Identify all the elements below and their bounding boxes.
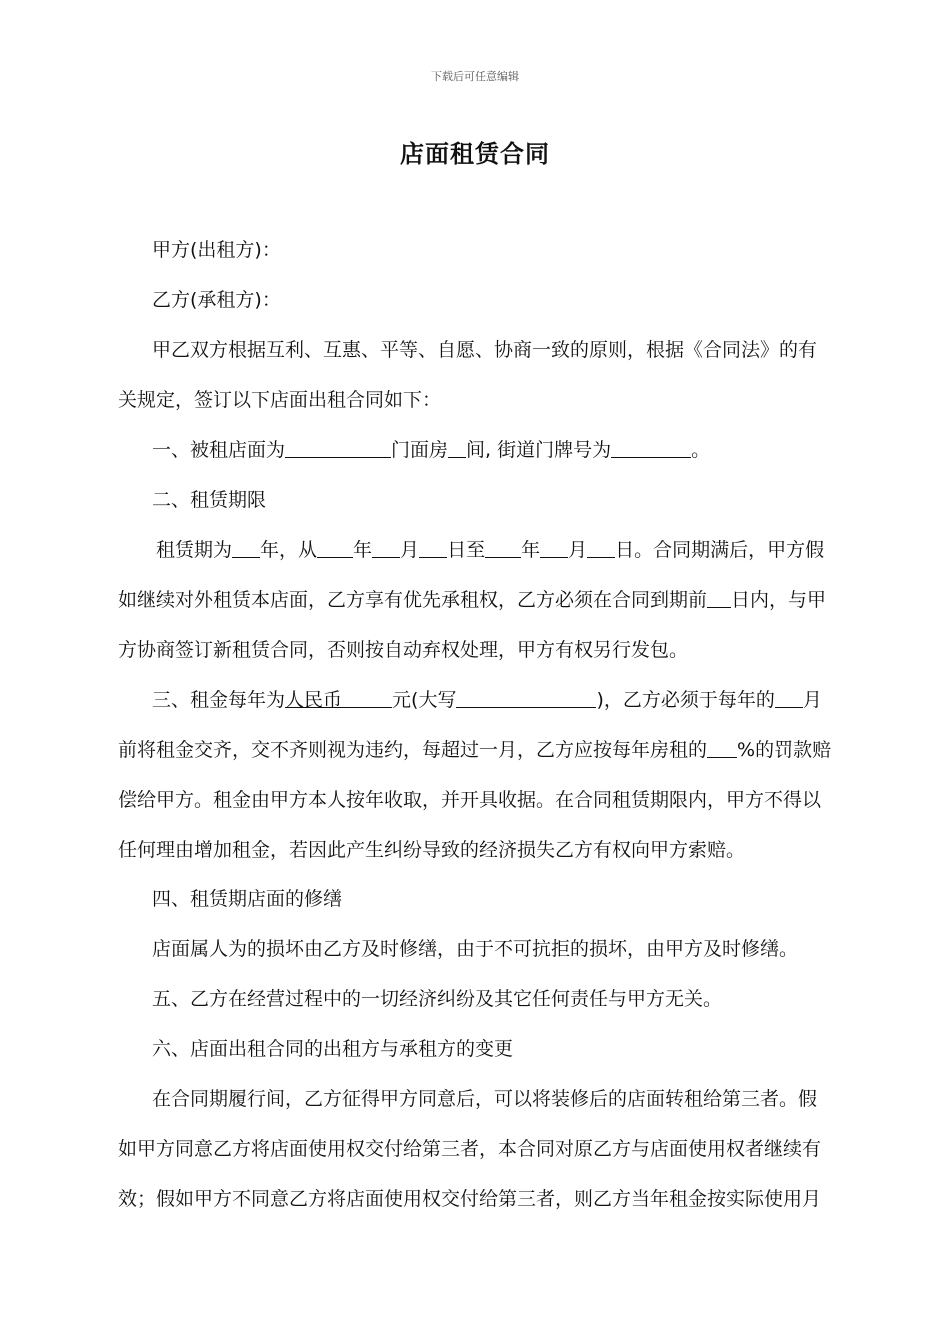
clause-3-text: %的罚款赔偿给甲方。租金由甲方本人按年收取，并开具收据。在合同租赁期限内，甲方不得以任何理由增加租金，若因此产生纠纷导致的经济损失乙方有权向甲方索赔。 [118,739,832,861]
clause-2-text: 日至 [447,539,486,561]
clause-3-text: 人民币 [285,689,343,711]
blank-field [540,539,568,558]
clause-3-text: 元(大写 [392,689,457,711]
clause-2-heading: 二、租赁期限 [152,489,267,511]
blank-field [485,539,521,558]
blank-field [456,689,596,708]
document-title: 店面租赁合同 [400,140,550,168]
clause-1-text: 门面房 [391,439,449,461]
clause-2-text: 租赁期为 [156,539,233,561]
clause-2-text: 年，从 [260,539,318,561]
blank-field [317,539,353,558]
clause-6-heading: 六、店面出租合同的出租方与承租方的变更 [152,1038,514,1060]
clause-3-body [118,675,834,875]
blank-field [707,589,731,608]
blank-field [775,689,803,708]
clause-2-text: 月 [400,539,420,561]
blank-field [342,689,392,708]
blank-field [448,439,466,458]
header-note: 下载后可任意编辑 [431,70,519,83]
clause-2-text: 月 [568,539,588,561]
clause-5: 五、乙方在经营过程中的一切经济纠纷及其它任何责任与甲方无关。 [152,988,723,1010]
party-a-line: 甲方(出租方)： [152,239,281,261]
clause-1-text: 一、被租店面为 [152,439,286,461]
clause-3-text: )，乙方必须于每年的 [596,689,775,711]
blank-field [587,539,615,558]
blank-field [372,539,400,558]
blank-field [232,539,260,558]
clause-4-heading: 四、租赁期店面的修缮 [152,888,343,910]
blank-field [707,739,737,758]
clause-2-text: 日。合同期满后，甲方假如继续对外租赁本店面，乙方享有优先承租权，乙方必须在合同到期前 [118,539,825,611]
clause-2-text: 年 [521,539,541,561]
clause-1-text: 。 [691,439,711,461]
clause-6-body: 在合同期履行间，乙方征得甲方同意后，可以将装修后的店面转租给第三者。假如甲方同意乙方将店面使用权交付给第三者，本合同对原乙方与店面使用权者继续有效；假如甲方不同意乙方将店面使用权交付给第三者，则乙方当年租金按实际使用月 [118,1088,822,1210]
blank-field [419,539,447,558]
blank-field [611,439,691,458]
blank-field [285,439,391,458]
clause-3-text: 三、租金每年为 [152,689,286,711]
clause-1 [118,425,834,475]
clause-2-text: 日内，与甲方协商签订新租赁合同，否则按自动弃权处理，甲方有权另行发包。 [118,589,827,661]
intro-paragraph: 甲乙双方根据互利、互惠、平等、自愿、协商一致的原则，根据《合同法》的有关规定，签订以下店面出租合同如下： [118,339,818,411]
clause-4-body: 店面属人为的损坏由乙方及时修缮，由于不可抗拒的损坏，由甲方及时修缮。 [152,938,799,960]
clause-2-text: 年 [353,539,373,561]
clause-3-text: 月前将租金交齐，交不齐则视为违约，每超过一月，乙方应按每年房租的 [118,689,822,761]
party-b-line: 乙方(承租方)： [152,289,281,311]
clause-2-body [118,525,834,675]
clause-1-text: 间, 街道门牌号为 [466,439,612,461]
